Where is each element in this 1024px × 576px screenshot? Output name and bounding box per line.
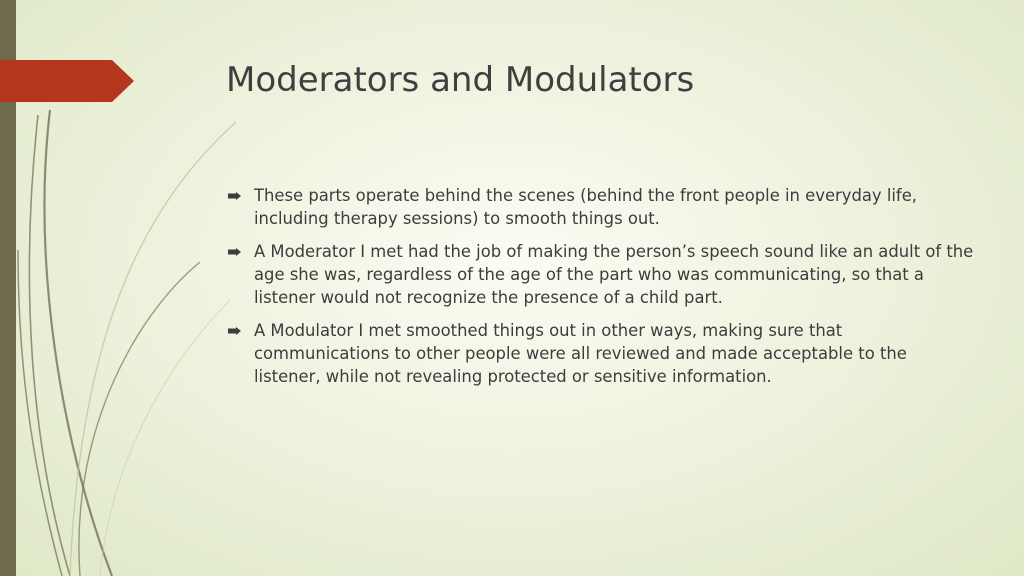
arrow-right-icon	[228, 248, 241, 256]
arrow-right-icon	[228, 327, 241, 335]
title-accent-arrow	[0, 60, 134, 102]
bullet-item	[226, 184, 976, 230]
bullet-list	[226, 184, 976, 398]
bullet-text: A Moderator I met had the job of making the person’s speech sound like an adult of the age she was, regardless of the age of the part who was communicating, so that a listener would not recognize the presence of a child part.	[254, 242, 974, 307]
bullet-text: A Modulator I met smoothed things out in other ways, making sure that communications to other people were all reviewed and made acceptable to the listener, while not revealing protected or sensitive information.	[254, 321, 907, 386]
bullet-item	[226, 319, 976, 388]
slide-title: Moderators and Modulators	[226, 60, 695, 100]
bullet-item	[226, 240, 976, 309]
bullet-text: These parts operate behind the scenes (behind the front people in everyday life, including therapy sessions) to smooth things out.	[254, 186, 917, 228]
arrow-right-icon	[228, 192, 241, 200]
